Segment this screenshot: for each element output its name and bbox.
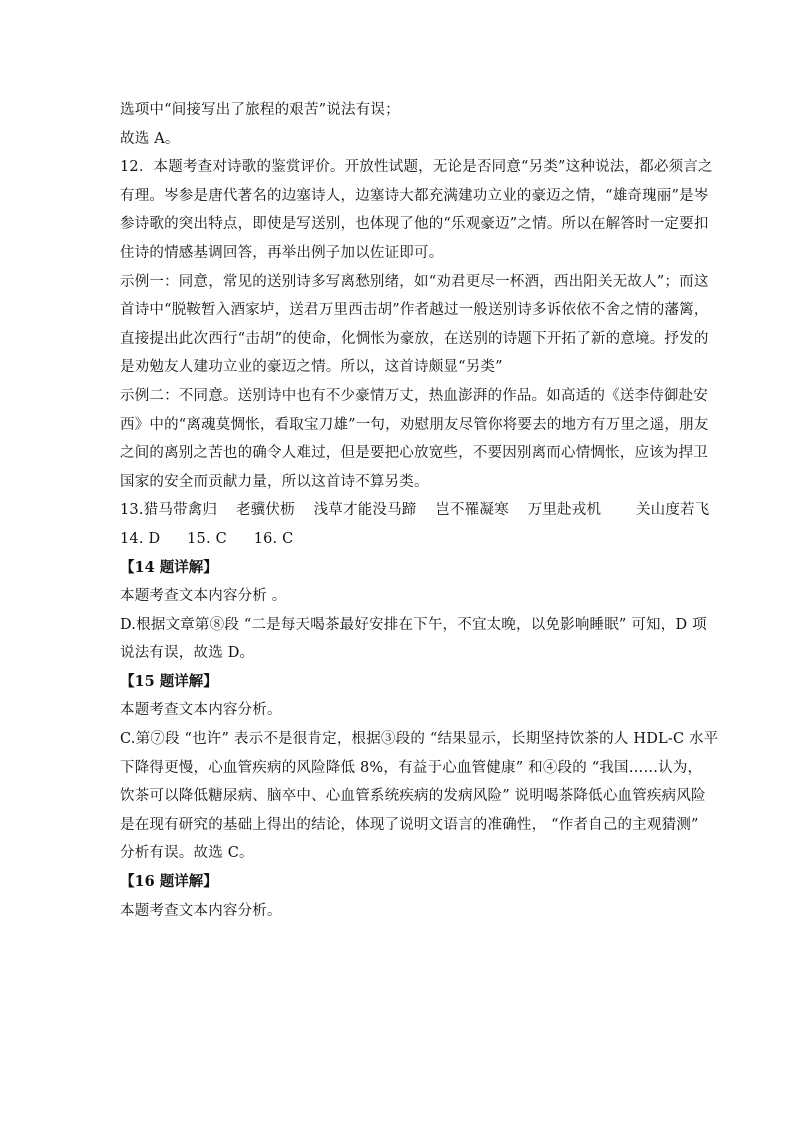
text-line: 下降得更慢，心血管疾病的风险降低 8%，有益于心血管健康” 和④段的 “我国……认为， [120, 759, 703, 776]
text-line: 选项中“间接写出了旅程的艰苦”说法有误； [120, 102, 400, 118]
text-line: 国家的安全而贡献力量，所以这首诗不算另类。 [120, 473, 429, 490]
answer-13-item: 老骥伏枥 [235, 502, 295, 519]
answer-item: 15. C [187, 530, 227, 547]
section-heading-14: 【14 题详解】 [120, 558, 218, 576]
text-line: 首诗中“脱鞍暂入酒家垆，送君万里西击胡”作者越过一般送别诗多诉依依不舍之情的藩篱， [120, 302, 709, 319]
text-line: 示例一：同意，常见的送别诗多写离愁别绪，如“劝君更尽一杯酒，西出阳关无故人”；而这 [120, 273, 709, 290]
text-line: 示例二：不同意。送别诗中也有不少豪情万丈，热血澎湃的作品。如高适的《送李侍御赴安 [120, 387, 708, 404]
text-line: 之间的离别之苦也的确令人难过，但是要把心放宽些，不要因别离而心情惆怅，应该为捍卫 [120, 445, 708, 462]
document-page [120, 96, 719, 925]
section-heading-15: 【15 题详解】 [120, 672, 218, 690]
answer-item: 16. C [253, 530, 294, 547]
text-line: 直接提出此次西行“击胡”的使命，化惆怅为豪放，在送别的诗题下开拓了新的意境。抒发的 [120, 330, 709, 347]
text-line: 故选 A。 [120, 130, 180, 147]
text-line: 是劝勉友人建功立业的豪迈之情。所以，这首诗颇显“另类” [120, 359, 503, 376]
answer-13-item: 关山度若飞 [635, 502, 710, 519]
text-line: 有理。岑参是唐代著名的边塞诗人，边塞诗大都充满建功立业的豪迈之情，“雄奇瑰丽”是岑 [120, 187, 709, 204]
answers-14-16-line [120, 525, 700, 554]
text-line: 本题考查文本内容分析 。 [120, 588, 287, 605]
text-line: 本题考查文本内容分析。 [120, 702, 282, 719]
answer-item: 14. D [120, 530, 161, 547]
text-line: C.第⑦段 “也许” 表示不是很肯定，根据③段的 “结果显示，长期坚持饮茶的人 HDL-C 水平 [120, 731, 719, 748]
text-line: 本题考查文本内容分析。 [120, 902, 282, 919]
section-heading-16: 【16 题详解】 [120, 873, 218, 891]
answer-13-item: 13.猎马带禽归 [120, 502, 218, 519]
text-line: 是在现有研究的基础上得出的结论，体现了说明文语言的准确性， “作者自己的主观猜测” [120, 816, 699, 833]
text-line: 饮茶可以降低糖尿病、脑卒中、心血管系统疾病的发病风险” 说明喝茶降低心血管疾病风险 [120, 788, 706, 805]
text-line: 西》中的“离魂莫惆怅，看取宝刀雄”一句，劝慰朋友尽管你将要去的地方有万里之遥，朋友 [120, 416, 709, 433]
text-line: 参诗歌的突出特点，即使是写送别，也体现了他的“乐观豪迈”之情。所以在解答时一定要扣 [120, 216, 709, 233]
answers-13-line [120, 496, 710, 525]
text-line: 住诗的情感基调回答，再举出例子加以佐证即可。 [120, 244, 444, 261]
answer-13-item: 万里赴戎机 [527, 502, 602, 519]
text-line: 说法有误，故选 D。 [120, 645, 255, 662]
text-line: 分析有误。故选 C。 [120, 845, 254, 862]
text-line: 12．本题考查对诗歌的鉴赏评价。开放性试题，无论是否同意“另类”这种说法，都必须言之 [120, 159, 713, 176]
answer-13-item: 岂不罹凝寒 [435, 502, 509, 519]
text-line: D.根据文章第⑧段 “二是每天喝茶最好安排在下午，不宜太晚，以免影响睡眠” 可知，D 项 [120, 616, 707, 633]
answer-13-item: 浅草才能没马蹄 [313, 502, 417, 519]
